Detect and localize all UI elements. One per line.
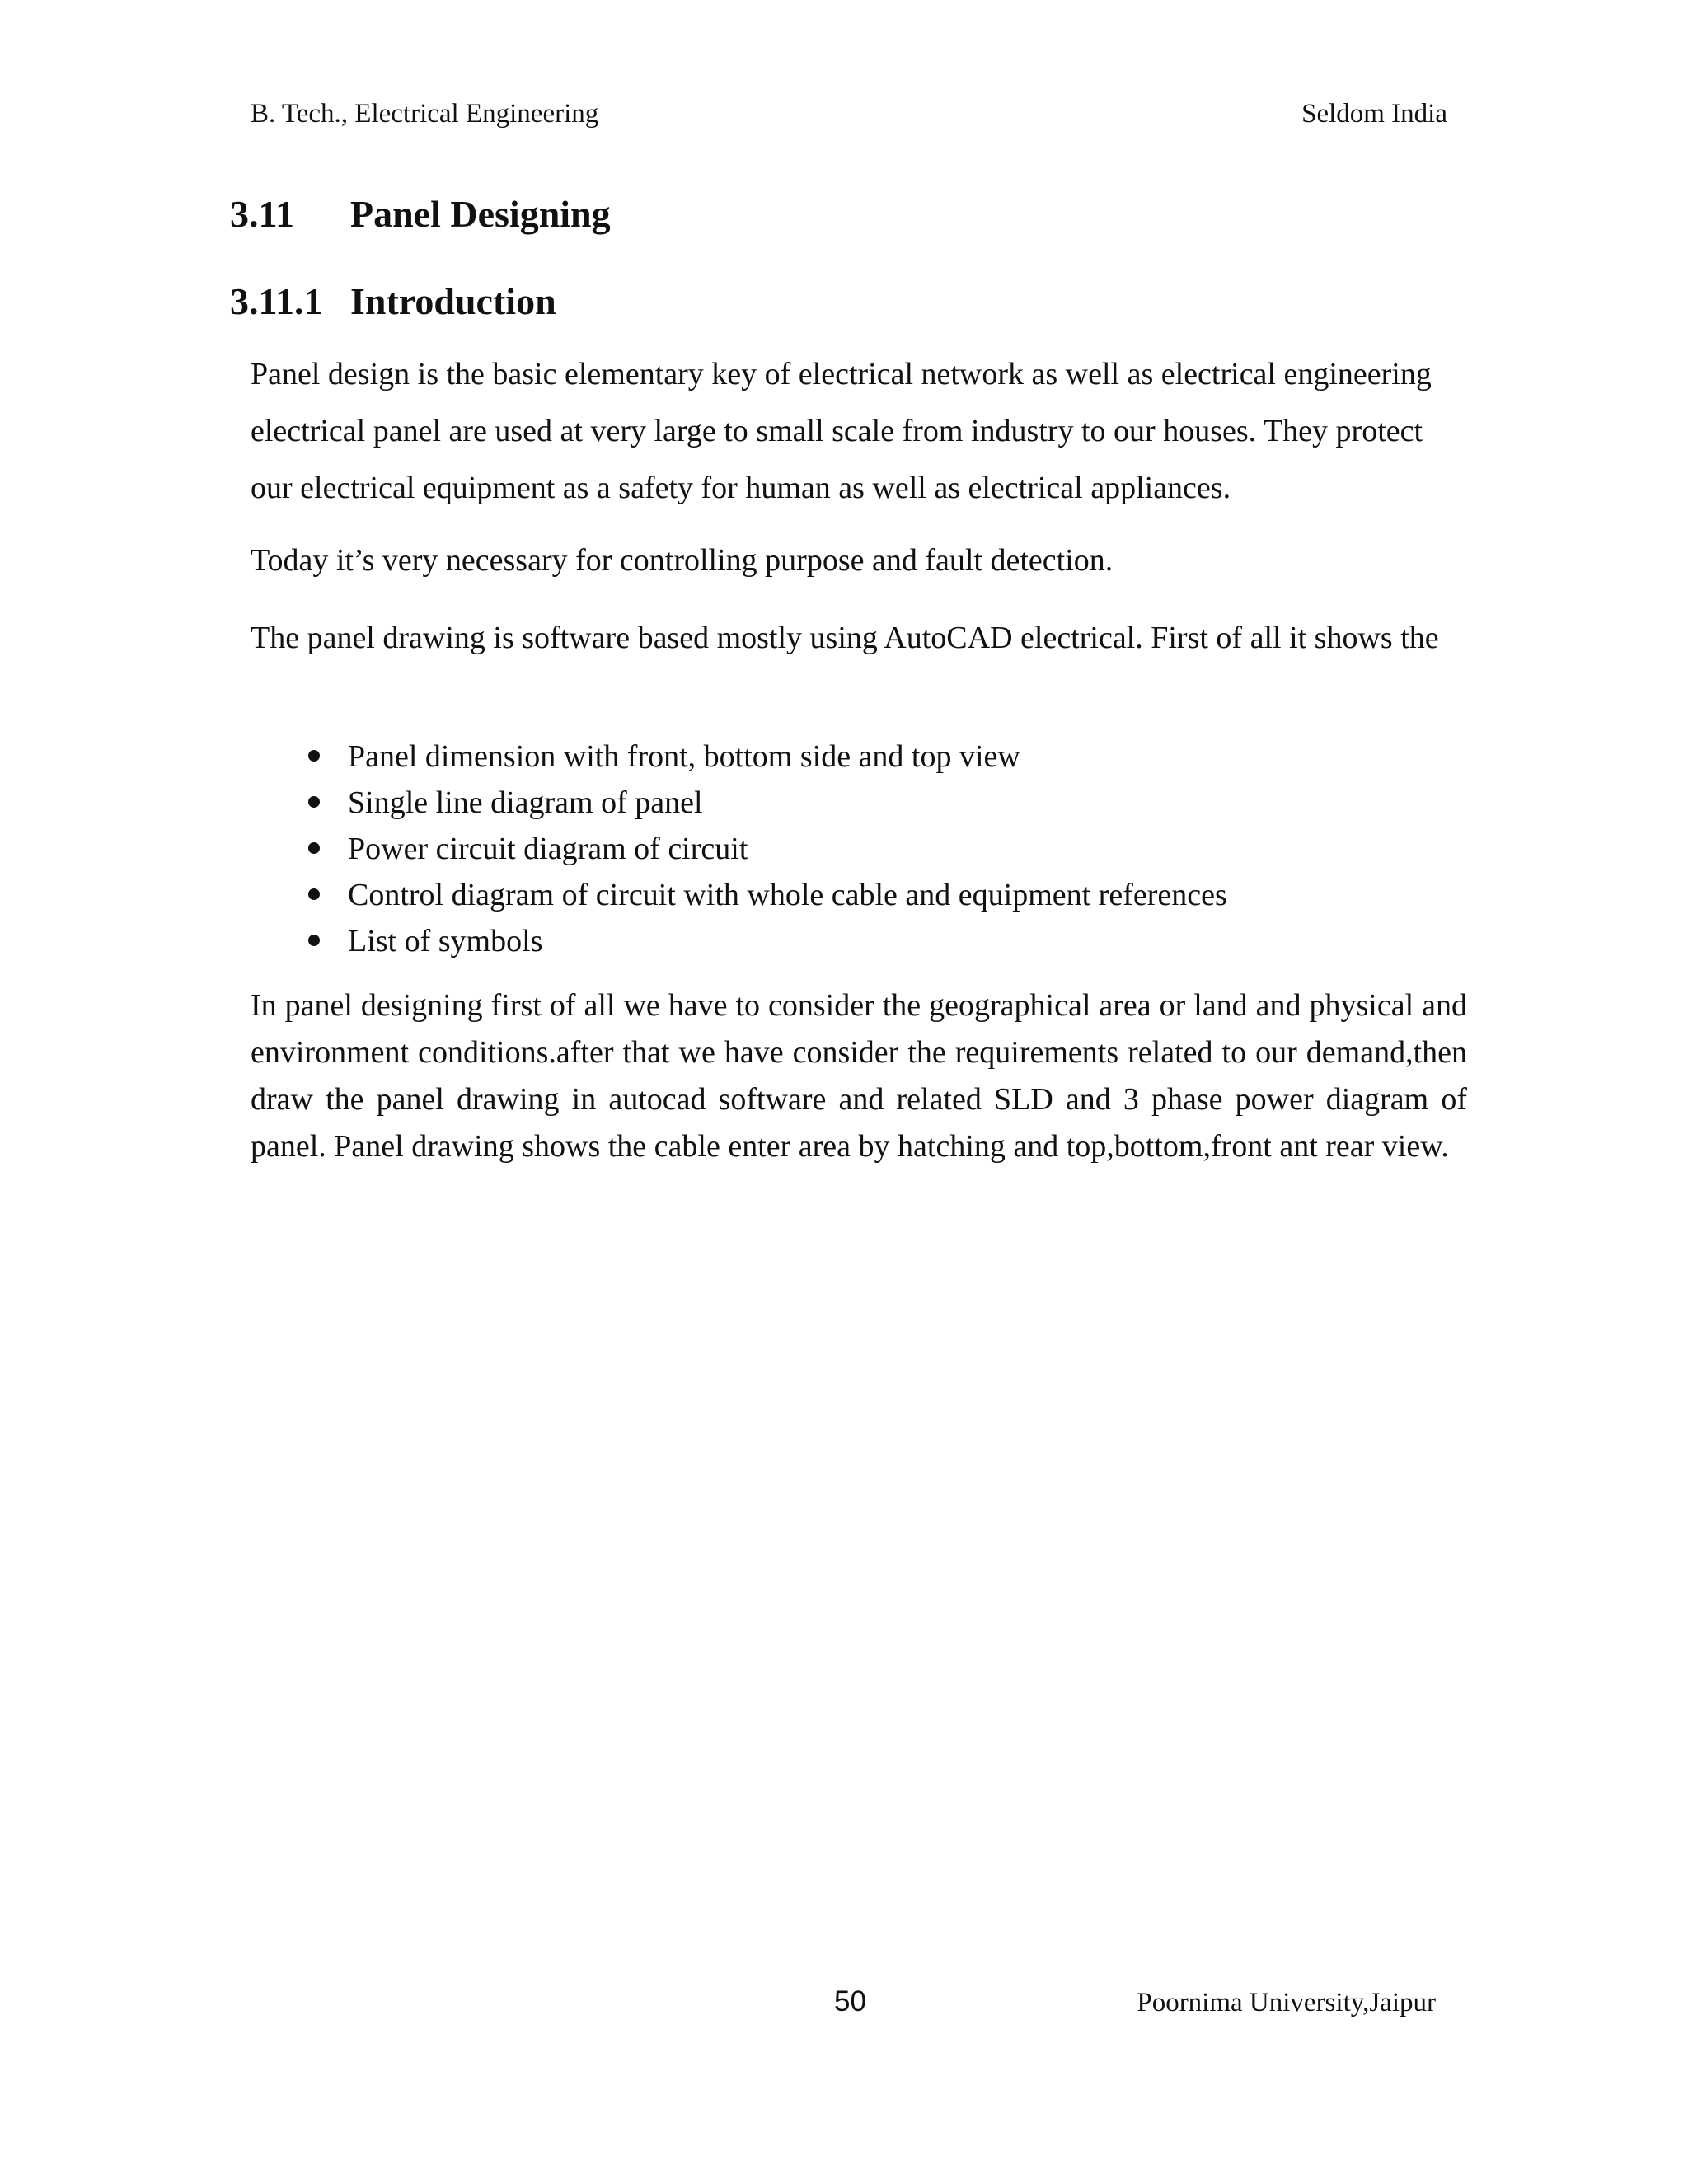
section-title: Panel Designing <box>350 193 611 235</box>
list-item <box>251 733 1467 780</box>
footer-organization: Poornima University,Jaipur <box>1137 1988 1436 2018</box>
list-item-text: Single line diagram of panel <box>348 785 703 820</box>
section-number: 3.11 <box>230 193 294 235</box>
page-number: 50 <box>834 1985 866 2018</box>
subsection-heading <box>230 279 556 325</box>
subsection-number: 3.11.1 <box>230 280 323 322</box>
list-item-text: Power circuit diagram of circuit <box>348 832 748 866</box>
list-item-text: Panel dimension with front, bottom side and top view <box>348 739 1020 774</box>
paragraph-software: The panel drawing is software based mostly using AutoCAD electrical. First of all it shows the <box>251 621 1439 655</box>
list-item-text: List of symbols <box>348 924 543 958</box>
paragraph-design-process: In panel designing first of all we have to consider the geographical area or land and physical and environment conditions.after that we have consider the requirements related to our demand,then draw the panel drawing in autocad software and related SLD and 3 phase power diagram of panel. Panel drawing shows the cable enter area by hatching and top,bottom,front ant rear view. <box>251 988 1467 1164</box>
bullet-icon <box>308 888 320 900</box>
running-header <box>251 97 1447 130</box>
header-course: B. Tech., Electrical Engineering <box>251 99 599 129</box>
bullet-icon <box>308 750 320 762</box>
header-company: Seldom India <box>1301 99 1447 129</box>
bullet-icon <box>308 796 320 808</box>
subsection-title: Introduction <box>350 280 556 322</box>
section-heading <box>230 191 611 237</box>
bullet-icon <box>308 935 320 946</box>
list-item <box>251 826 1467 872</box>
bullet-list <box>251 733 1467 964</box>
paragraph-intro: Panel design is the basic elementary key of electrical network as well as electrical engineering electrical panel are used at very large to small scale from industry to our houses. They protect our electrical equipment as a safety for human as well as electrical appliances. <box>251 357 1432 505</box>
list-item-text: Control diagram of circuit with whole cable and equipment references <box>348 878 1227 912</box>
list-item <box>251 918 1467 964</box>
paragraph-necessity: Today it’s very necessary for controlling purpose and fault detection. <box>251 543 1114 578</box>
bullet-icon <box>308 842 320 854</box>
list-item <box>251 872 1467 918</box>
list-item <box>251 780 1467 826</box>
